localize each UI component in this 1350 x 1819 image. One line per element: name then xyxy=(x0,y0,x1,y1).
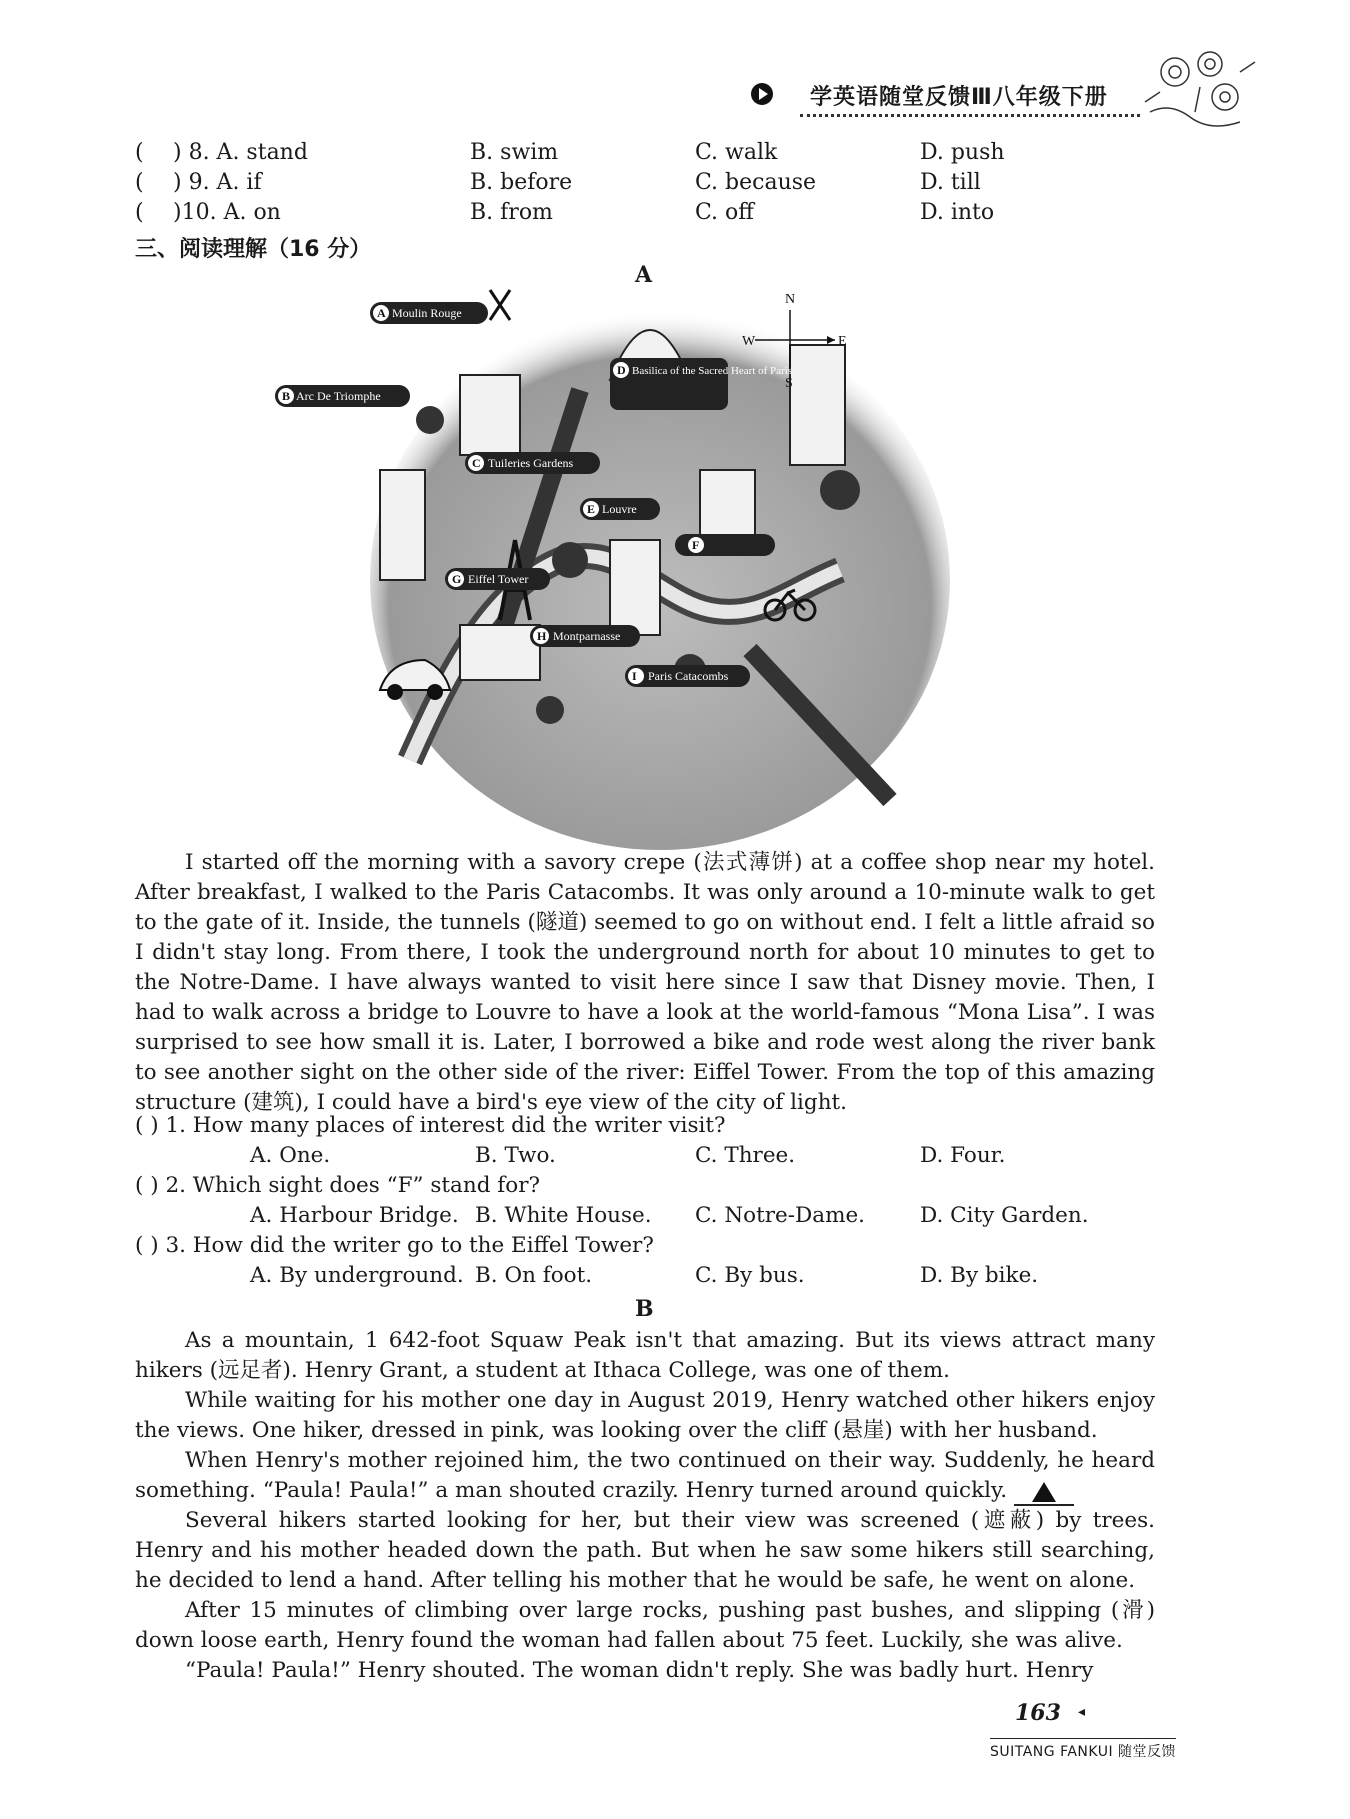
choice-d[interactable]: D. By bike. xyxy=(920,1263,1039,1288)
passage-b-label: B xyxy=(635,1296,654,1322)
tree xyxy=(820,470,860,510)
passage-b-p1: As a mountain, 1 642-foot Squaw Peak isn't that amazing. But its views attract many hikers (远足者). Henry Grant, a student at Ithaca College, was one of them. xyxy=(135,1328,1155,1383)
option-d: D. till xyxy=(920,170,981,195)
svg-text:Arc De Triomphe: Arc De Triomphe xyxy=(296,389,381,403)
option-b: B. before xyxy=(470,170,573,195)
hotel-building xyxy=(790,345,845,465)
svg-text:F: F xyxy=(692,538,700,552)
map-label-i xyxy=(625,665,750,687)
passage-a-text: I started off the morning with a savory crepe (法式薄饼) at a coffee shop near my hotel. After breakfast, I walked to the Paris Catacombs. It was only around a 10-minute walk to get to the gate of it. Inside, the tunnels (隧道) seemed to go on without end. I felt a little afraid so I didn't stay long. From there, I took the underground north for about 10 minutes to get to the Notre-Dame. I have always wanted to visit here since I saw that Disney movie. Then, I had to walk across a bridge to Louvre to have a look at the world-famous “Mona Lisa”. I was surprised to see how small it is. Later, I borrowed a bike and rode west along the river bank to see another sight on the other side of the river: Eiffel Tower. From the top of this amazing structure (建筑), I could have a bird's eye view of the city of light. xyxy=(135,850,1155,1115)
map-label-f xyxy=(675,534,775,556)
map-label-a xyxy=(370,302,488,324)
map-label-h xyxy=(530,625,640,647)
choice-a[interactable]: A. By underground. xyxy=(250,1263,464,1288)
windmill-icon xyxy=(490,290,510,320)
map-label-g xyxy=(445,568,550,590)
question-1: ( ) 1. How many places of interest did the writer visit? xyxy=(135,1113,726,1138)
svg-text:Montparnasse: Montparnasse xyxy=(553,629,621,643)
page-header xyxy=(750,80,1230,130)
choice-c[interactable]: C. Notre-Dame. xyxy=(695,1203,866,1228)
passage-b-p2: While waiting for his mother one day in August 2019, Henry watched other hikers enjoy the views. One hiker, dressed in pink, was looking over the cliff (悬崖) with her husband. xyxy=(135,1388,1155,1443)
option-a: ) 8. A. stand xyxy=(173,140,308,165)
compass-n: N xyxy=(785,292,796,307)
question-3-choices xyxy=(250,1263,1150,1293)
passage-b-p6: “Paula! Paula!” Henry shouted. The woman didn't reply. She was badly hurt. Henry xyxy=(185,1658,1094,1683)
passage-a xyxy=(135,848,1155,1118)
option-a: ) 9. A. if xyxy=(173,170,262,195)
question-3: ( ) 3. How did the writer go to the Eiffel Tower? xyxy=(135,1233,654,1258)
option-row-10 xyxy=(135,200,1035,230)
svg-text:Eiffel Tower: Eiffel Tower xyxy=(468,572,529,586)
option-d: D. into xyxy=(920,200,995,225)
option-d: D. push xyxy=(920,140,1005,165)
header-dotted-rule xyxy=(800,114,1140,117)
choice-c[interactable]: C. Three. xyxy=(695,1143,796,1168)
svg-text:A: A xyxy=(377,306,386,320)
question-2-choices xyxy=(250,1203,1150,1233)
choice-d[interactable]: D. Four. xyxy=(920,1143,1006,1168)
svg-text:Moulin Rouge: Moulin Rouge xyxy=(392,306,462,320)
compass-s: S xyxy=(785,376,793,391)
tree xyxy=(416,406,444,434)
option-c: C. walk xyxy=(695,140,778,165)
section-title: 三、阅读理解（16 分） xyxy=(135,237,372,262)
choice-a[interactable]: A. Harbour Bridge. xyxy=(250,1203,459,1228)
option-row-8 xyxy=(135,140,1035,170)
option-c: C. off xyxy=(695,200,754,225)
footer-brand: SUITANG FANKUI 随堂反馈 xyxy=(990,1738,1176,1761)
choice-c[interactable]: C. By bus. xyxy=(695,1263,805,1288)
choice-b[interactable]: B. White House. xyxy=(475,1203,652,1228)
page-number: 163 xyxy=(1015,1700,1061,1726)
passage-b-p3 xyxy=(135,1446,1155,1506)
option-c: C. because xyxy=(695,170,817,195)
tree xyxy=(552,542,588,578)
option-a: )10. A. on xyxy=(173,200,281,225)
answer-blank[interactable]: ( xyxy=(135,200,144,225)
page-footer xyxy=(990,1700,1190,1770)
svg-text:Basilica of the Sacred Heart o: Basilica of the Sacred Heart of Paris xyxy=(632,365,793,377)
play-circle-icon xyxy=(750,82,774,106)
svg-text:D: D xyxy=(617,363,626,377)
svg-text:I: I xyxy=(632,669,637,683)
passage-b xyxy=(135,1326,1155,1686)
map-label-b xyxy=(275,385,410,407)
answer-blank[interactable]: ( xyxy=(135,170,144,195)
book-title: 学英语随堂反馈Ⅲ八年级下册 xyxy=(810,85,1108,110)
svg-text:Paris Catacombs: Paris Catacombs xyxy=(648,669,729,683)
compass-e: E xyxy=(838,334,847,349)
question-1-choices xyxy=(250,1143,1150,1173)
montparnasse-building xyxy=(460,625,540,680)
choice-b[interactable]: B. On foot. xyxy=(475,1263,593,1288)
choice-a[interactable]: A. One. xyxy=(250,1143,331,1168)
svg-text:C: C xyxy=(472,456,481,470)
passage-b-p4: Several hikers started looking for her, but their view was screened (遮蔽) by trees. Henry and his mother headed down the path. But when he saw some hikers still searching, he decided to lend a hand. After telling his mother that he would be safe, he went on alone. xyxy=(135,1508,1155,1593)
question-2: ( ) 2. Which sight does “F” stand for? xyxy=(135,1173,541,1198)
paris-map xyxy=(282,290,970,840)
tree xyxy=(536,696,564,724)
svg-text:Louvre: Louvre xyxy=(602,502,637,516)
left-building xyxy=(380,470,425,580)
louvre-building xyxy=(610,540,660,635)
svg-text:Tuileries Gardens: Tuileries Gardens xyxy=(488,456,574,470)
arrow-left-icon: ◂ xyxy=(1078,1704,1086,1720)
passage-b-p3-text: When Henry's mother rejoined him, the two continued on their way. Suddenly, he heard something. “Paula! Paula!” a man shouted crazily. Henry turned around quickly. xyxy=(135,1448,1155,1503)
svg-text:G: G xyxy=(452,572,462,586)
svg-text:E: E xyxy=(587,502,596,516)
passage-a-label: A xyxy=(635,262,653,288)
svg-text:H: H xyxy=(537,629,547,643)
map-label-c xyxy=(465,452,600,474)
option-b: B. swim xyxy=(470,140,559,165)
triangle-blank[interactable] xyxy=(1014,1480,1074,1506)
option-row-9 xyxy=(135,170,1035,200)
svg-text:B: B xyxy=(282,389,291,403)
choice-d[interactable]: D. City Garden. xyxy=(920,1203,1089,1228)
choice-b[interactable]: B. Two. xyxy=(475,1143,556,1168)
option-b: B. from xyxy=(470,200,553,225)
map-label-e xyxy=(580,498,660,520)
flower-decoration-icon xyxy=(1140,42,1260,132)
compass-w: W xyxy=(742,334,756,349)
passage-b-p5: After 15 minutes of climbing over large rocks, pushing past bushes, and slipping (滑) down loose earth, Henry found the woman had fallen about 75 feet. Luckily, she was alive. xyxy=(135,1598,1155,1653)
answer-blank[interactable]: ( xyxy=(135,140,144,165)
arc-de-triomphe-building xyxy=(460,375,520,455)
